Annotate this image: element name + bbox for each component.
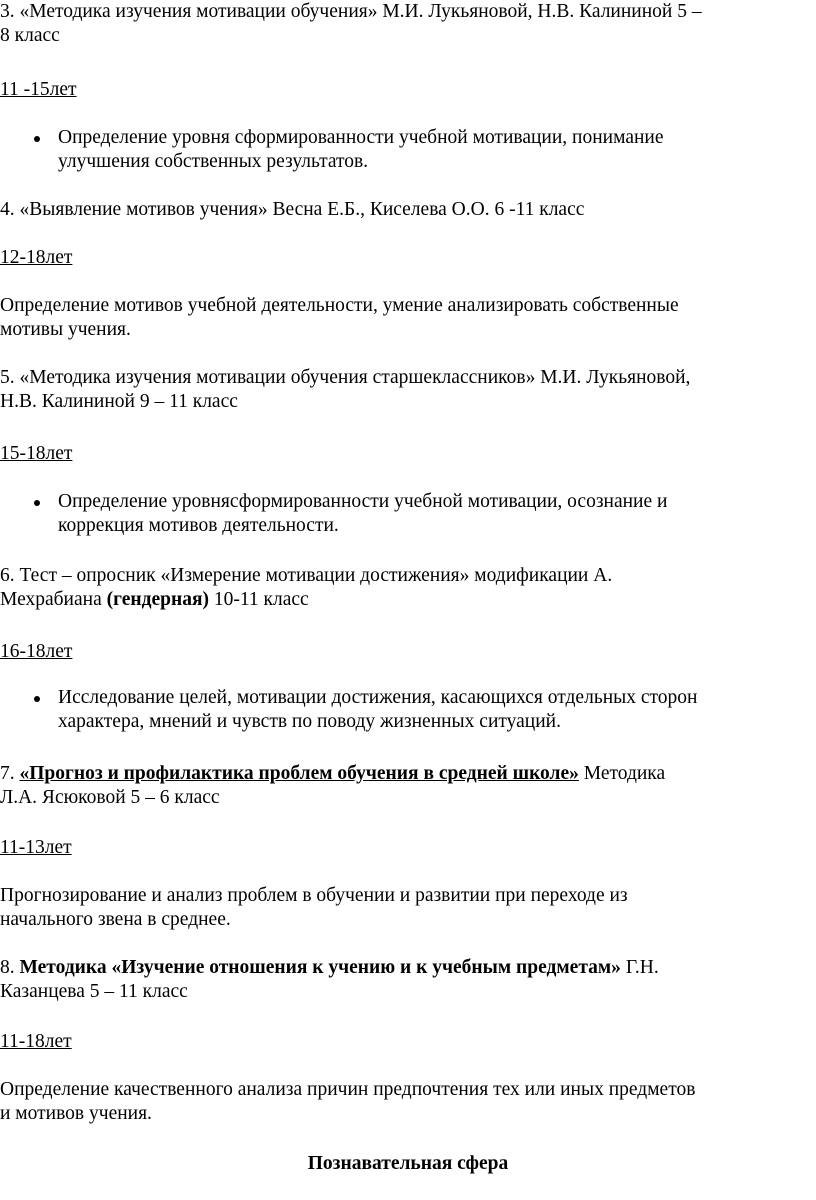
item-8-title — [0, 956, 812, 1004]
bullet-icon — [34, 136, 40, 142]
age-range: 11-13лет — [0, 837, 72, 858]
item-description-line1: Определение уровня сформированности учебной мотивации, понимание — [58, 127, 664, 148]
item-title: Г.Н. — [620, 957, 659, 978]
item-6-title — [0, 564, 812, 612]
item-number: 6. — [0, 565, 15, 586]
section-heading-text: Познавательная сфера — [307, 1153, 509, 1174]
age-range: 11 -15лет — [0, 79, 77, 100]
item-4-title — [0, 198, 812, 222]
item-number: 4. — [0, 199, 15, 220]
item-title-bold: «Прогноз и профилактика проблем обучения в средней школе» — [19, 763, 579, 784]
item-title: Тест – опросник «Измерение мотивации достижения» модификации А. — [14, 565, 613, 586]
item-title: «Выявление мотивов учения» Весна Е.Б., Киселева О.О. 6 -11 класс — [14, 199, 585, 220]
item-title-line2: Н.В. Калининой 9 – 11 класс — [0, 391, 238, 412]
item-title-bold: (гендерная) — [106, 589, 209, 610]
item-description-line1: Прогнозирование и анализ проблем в обучении и развитии при переходе из — [0, 885, 628, 906]
item-title: «Методика изучения мотивации обучения старшеклассников» М.И. Лукьяновой, — [14, 367, 691, 388]
item-4-age — [0, 246, 812, 270]
item-7-description — [0, 884, 812, 932]
item-number: 3. — [0, 1, 15, 22]
item-7-age — [0, 836, 812, 860]
item-4-description — [0, 294, 812, 342]
item-6-age — [0, 640, 812, 664]
item-description-line2: и мотивов учения. — [0, 1103, 152, 1124]
item-title-line2: Мехрабиана — [0, 589, 107, 610]
item-title: «Методика изучения мотивации обучения» М.И. Лукьяновой, Н.В. Калининой 5 – — [14, 1, 702, 22]
item-title-line2: Л.А. Ясюковой 5 – 6 класс — [0, 787, 220, 808]
age-range: 12-18лет — [0, 247, 73, 268]
item-number: 5. — [0, 367, 15, 388]
item-description-line2: характера, мнений и чувств по поводу жизненных ситуаций. — [58, 711, 561, 732]
item-number: 7. — [0, 763, 15, 784]
section-heading — [0, 1152, 816, 1176]
item-description-line2: коррекция мотивов деятельности. — [58, 515, 339, 536]
item-description-line2: улучшения собственных результатов. — [58, 151, 369, 172]
item-title-bold: Методика «Изучение отношения к учению и к учебным предметам» — [19, 957, 621, 978]
item-3-title — [0, 0, 812, 48]
item-3-age — [0, 78, 812, 102]
age-range: 16-18лет — [0, 641, 73, 662]
item-8-age — [0, 1030, 812, 1054]
age-range: 11-18лет — [0, 1031, 72, 1052]
item-description-line1: Определение качественного анализа причин предпочтения тех или иных предметов — [0, 1079, 696, 1100]
age-range: 15-18лет — [0, 443, 73, 464]
item-title-grade: 10-11 класс — [209, 589, 309, 610]
bullet-icon — [34, 500, 40, 506]
item-title: Методика — [578, 763, 666, 784]
item-8-description — [0, 1078, 812, 1126]
item-7-title — [0, 762, 812, 810]
item-description-line1: Определение уровнясформированности учебной мотивации, осознание и — [58, 491, 668, 512]
bullet-icon — [34, 696, 40, 702]
item-title-line2: 8 класс — [0, 25, 60, 46]
item-5-age — [0, 442, 812, 466]
item-number: 8. — [0, 957, 15, 978]
item-title-line2: Казанцева 5 – 11 класс — [0, 981, 188, 1002]
item-5-title — [0, 366, 812, 414]
item-description-line1: Исследование целей, мотивации достижения, касающихся отдельных сторон — [58, 687, 698, 708]
item-description-line2: мотивы учения. — [0, 319, 131, 340]
item-description-line2: начального звена в среднее. — [0, 909, 231, 930]
item-description-line1: Определение мотивов учебной деятельности, умение анализировать собственные — [0, 295, 679, 316]
